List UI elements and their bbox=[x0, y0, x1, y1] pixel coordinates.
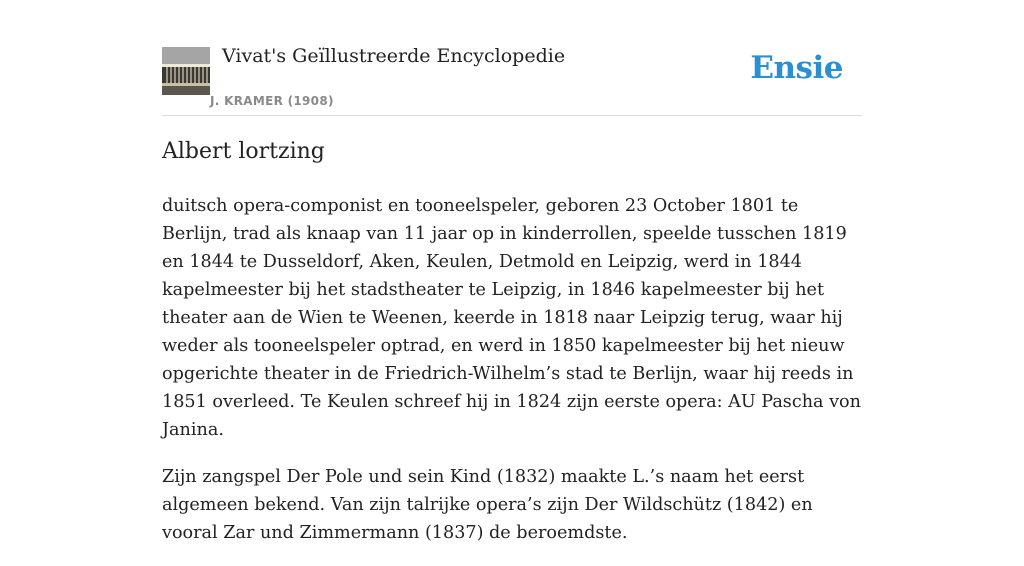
book-title[interactable]: Vivat's Geïllustreerde Encyclopedie bbox=[222, 45, 566, 67]
book-author[interactable]: J. KRAMER (1908) bbox=[210, 94, 334, 108]
article-title: Albert lortzing bbox=[162, 139, 325, 164]
book-header bbox=[162, 0, 862, 116]
article-paragraph: Zijn zangspel Der Pole und sein Kind (1832) maakte L.’s naam het eerst algemeen bekend. Van zijn talrijke opera’s zijn Der Wildschütz (1842) en vooral Zar und Zimmermann (1837) de beroemdste. bbox=[162, 467, 813, 543]
article-paragraph: duitsch opera-componist en tooneelspeler, geboren 23 October 1801 te Berlijn, trad als knaap van 11 jaar op in kinderrollen, speelde tusschen 1819 en 1844 te Dusseldorf, Aken, Keulen, Detmold en Leipzig, werd in 1844 kapelmeester bij het stadstheater te Leipzig, in 1846 kapelmeester bij het theater aan de Wien te Weenen, keerde in 1818 naar Leipzig terug, waar hij weder als tooneelspeler optrad, en werd in 1850 kapelmeester bij het nieuw opgerichte theater in de Friedrich-Wilhelm’s stad te Berlijn, waar hij reeds in 1851 overleed. Te Keulen schreef hij in 1824 zijn eerste opera: AU Pascha von Janina. bbox=[162, 196, 861, 440]
ensie-logo[interactable]: Ensie bbox=[750, 50, 843, 86]
article-container bbox=[162, 0, 862, 543]
article-body bbox=[162, 192, 862, 566]
book-spines-icon[interactable] bbox=[162, 47, 210, 95]
